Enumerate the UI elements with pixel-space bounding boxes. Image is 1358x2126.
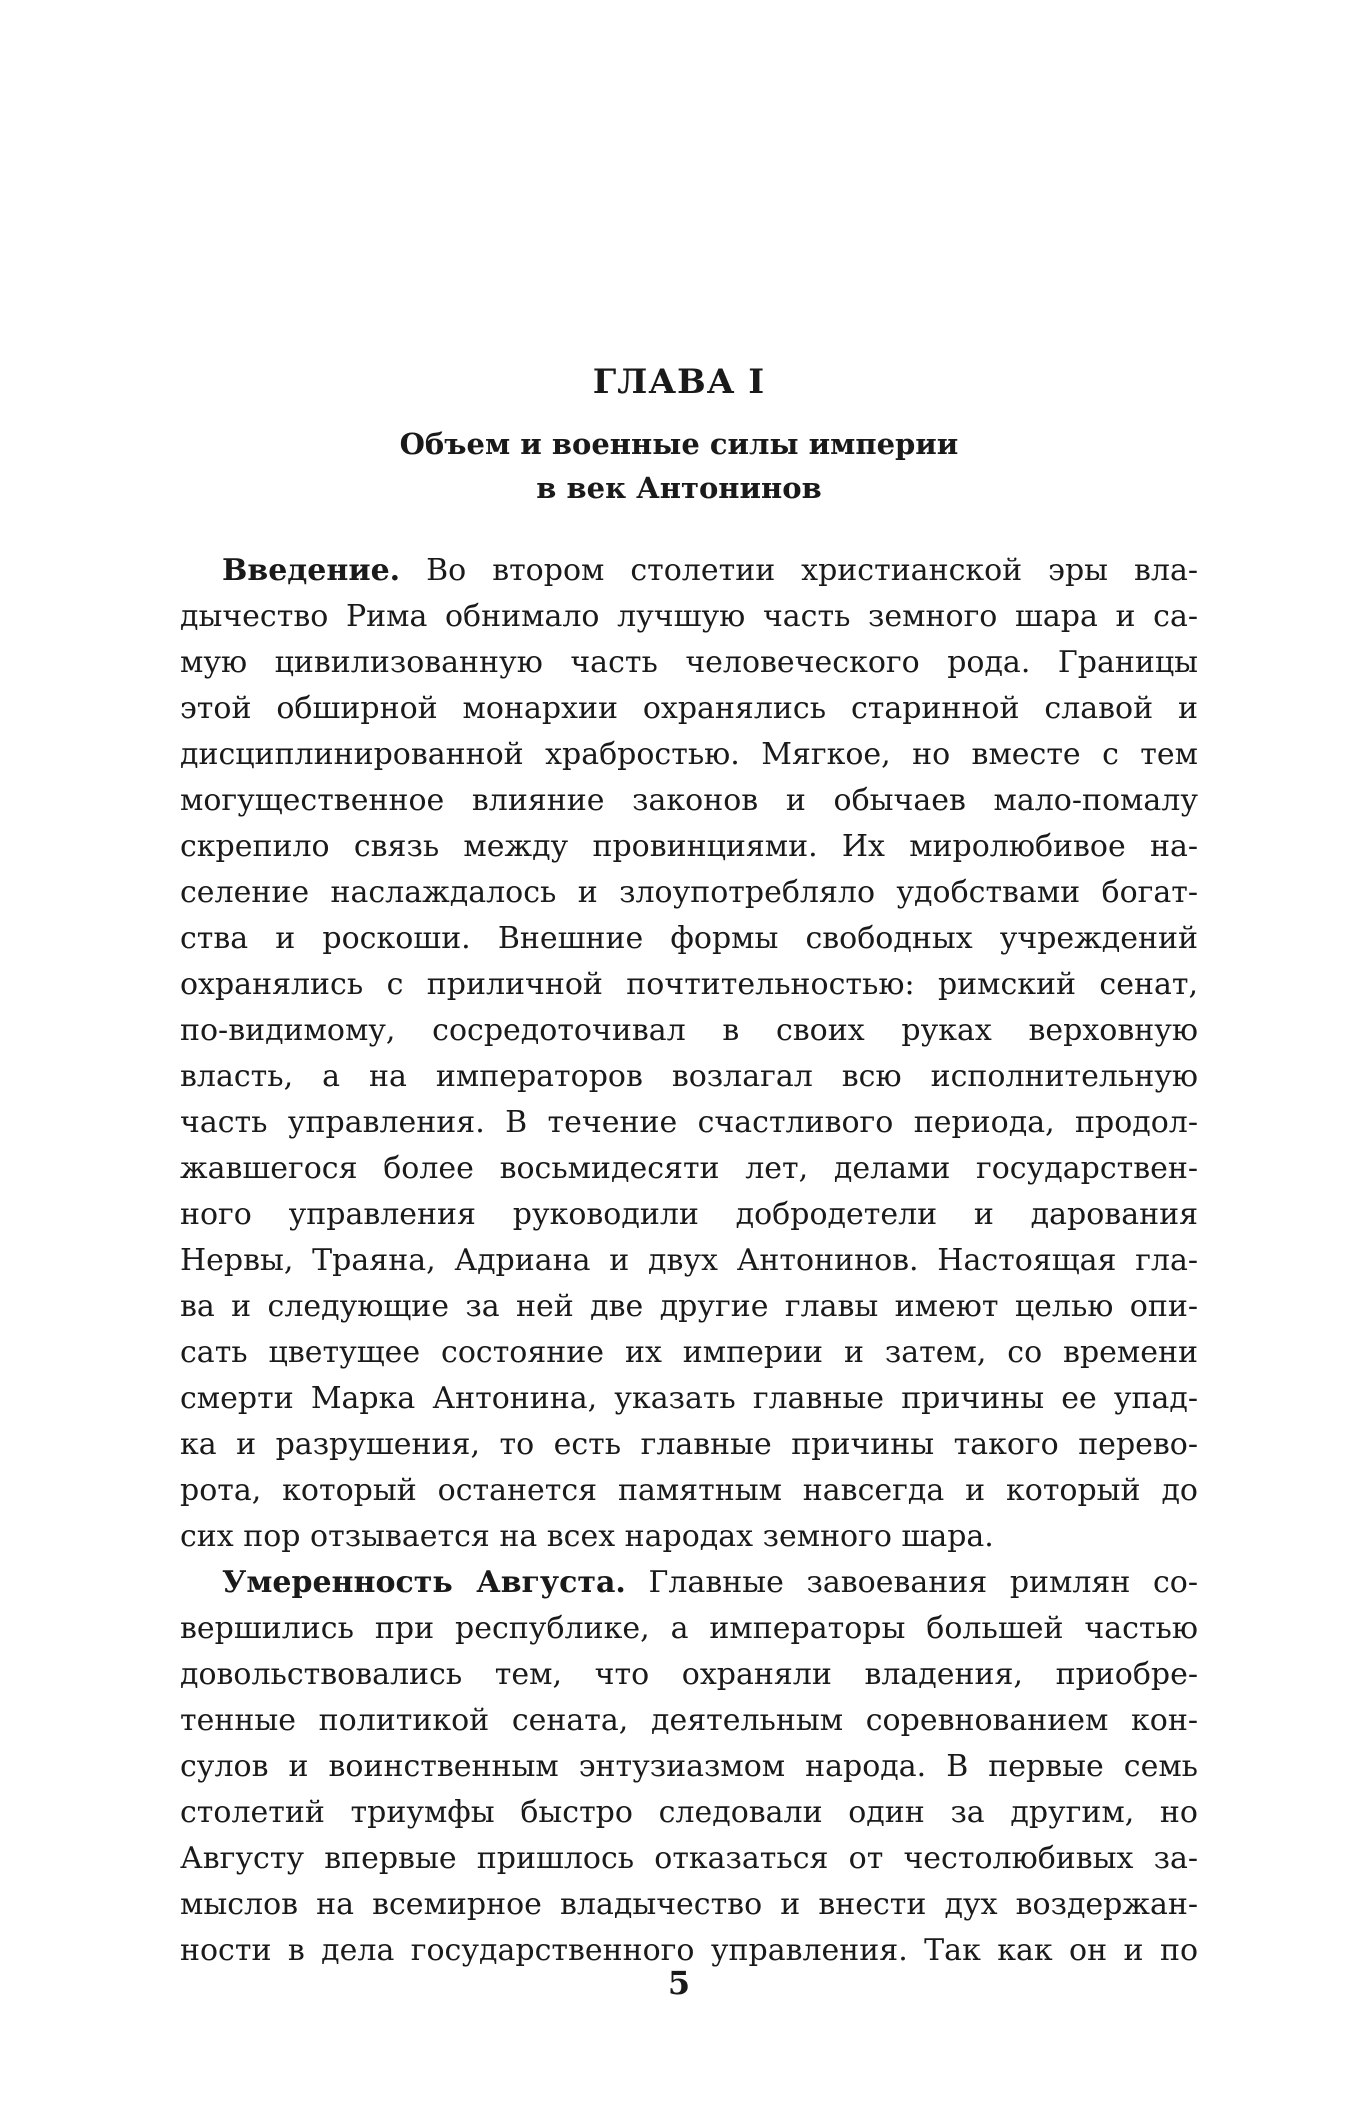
text-line: тенные политикой сената, деятельным соревнованием кон- [180, 1703, 1198, 1738]
text-line: довольствовались тем, что охраняли владения, приобре- [180, 1657, 1198, 1692]
text-line: Умеренность Августа. Главные завоевания римлян со- [222, 1565, 1198, 1600]
body-text [180, 548, 1198, 1974]
text-line: ства и роскоши. Внешние формы свободных учреждений [180, 921, 1198, 956]
text-line: вершились при республике, а императоры большей частью [180, 1611, 1198, 1646]
text-line: дисциплинированной храбростью. Мягкое, но вместе с тем [180, 737, 1198, 772]
text-line: Августу впервые пришлось отказаться от честолюбивых за- [180, 1841, 1198, 1876]
chapter-title: ГЛАВА I [592, 362, 766, 402]
text-line: часть управления. В течение счастливого периода, продол- [180, 1105, 1198, 1140]
text-line: дычество Рима обнимало лучшую часть земного шара и са- [180, 599, 1198, 634]
paragraph-lead: Введение. [222, 553, 401, 588]
text-line: столетий триумфы быстро следовали один за другим, но [180, 1795, 1198, 1830]
text-line: этой обширной монархии охранялись старинной славой и [180, 691, 1198, 726]
text-line: по-видимому, сосредоточивал в своих руках верховную [180, 1013, 1198, 1048]
chapter-subtitle-line: Объем и военные силы империи [399, 427, 959, 461]
text-line: сать цветущее состояние их империи и затем, со времени [180, 1335, 1198, 1370]
page-number: 5 [667, 1964, 691, 2002]
text-line: ности в дела государственного управления. Так как он и по [180, 1933, 1198, 1968]
text-line: Нервы, Траяна, Адриана и двух Антонинов. Настоящая гла- [180, 1243, 1198, 1278]
text-line: охранялись с приличной почтительностью: римский сенат, [180, 967, 1198, 1002]
text-line: жавшегося более восьмидесяти лет, делами государствен- [180, 1151, 1198, 1186]
text-line: ка и разрушения, то есть главные причины такого перево- [180, 1427, 1198, 1462]
text-line: мую цивилизованную часть человеческого рода. Границы [180, 645, 1198, 680]
text-line: мыслов на всемирное владычество и внести дух воздержан- [180, 1887, 1198, 1922]
paragraph-lead: Умеренность Августа. [222, 1565, 626, 1600]
chapter-subtitle [0, 422, 1358, 510]
text-line: власть, а на императоров возлагал всю исполнительную [180, 1059, 1198, 1094]
text-line: рота, который останется памятным навсегда и который до [180, 1473, 1198, 1508]
text-line: селение наслаждалось и злоупотребляло удобствами богат- [180, 875, 1198, 910]
text-line: скрепило связь между провинциями. Их миролюбивое на- [180, 829, 1198, 864]
chapter-subtitle-line: в век Антонинов [536, 471, 822, 505]
text-line: смерти Марка Антонина, указать главные причины ее упад- [180, 1381, 1198, 1416]
text-line: ва и следующие за ней две другие главы имеют целью опи- [180, 1289, 1198, 1324]
text-line: сулов и воинственным энтузиазмом народа. В первые семь [180, 1749, 1198, 1784]
text-line: сих пор отзывается на всех народах земного шара. [180, 1519, 994, 1554]
text-line: могущественное влияние законов и обычаев мало-помалу [180, 783, 1198, 818]
text-line: ного управления руководили добродетели и дарования [180, 1197, 1198, 1232]
text-line: Введение. Во втором столетии христианской эры вла- [222, 553, 1198, 588]
